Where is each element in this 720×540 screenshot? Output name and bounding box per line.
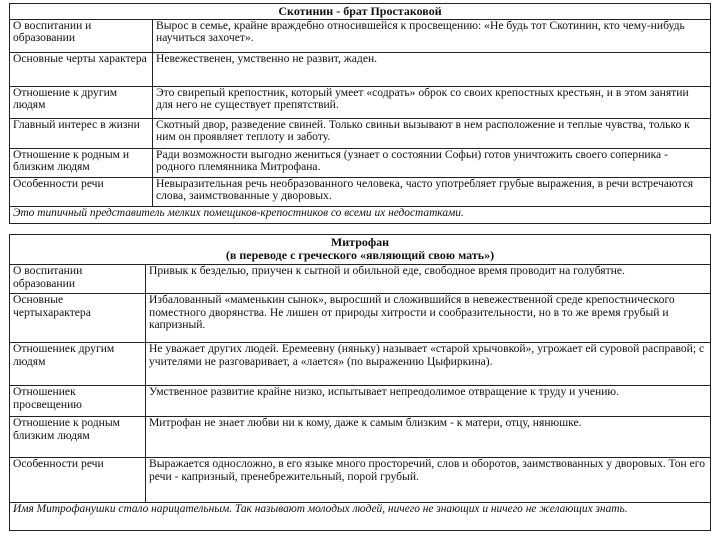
- row-label: О воспитании и образовании: [10, 19, 153, 52]
- row-label: Главный интерес в жизни: [10, 118, 153, 148]
- row-text: Невыразительная речь необразованного человека, часто употребляет грубые выражения, в речи встречаются слова, заимствованные у дворовых.: [153, 177, 711, 206]
- row-label: Отношение к родным близким людям: [10, 417, 146, 458]
- mitrofan-title-cell: [10, 235, 711, 265]
- mitrofan-table: [9, 234, 711, 531]
- row-text: Ради возможности выгодно жениться (узнает о состоянии Софьи) готов уничтожить своего соперника - родного племянника Митрофана.: [153, 148, 711, 177]
- skotinin-table: [9, 3, 711, 224]
- row-text: Избалованный «маменькин сынок», выросший и сложившийся в невежественной среде крепостнического поместного дворянства. Не лишен от природы хитрости и сообразительности, но в то же время грубый и капризный.: [146, 294, 711, 343]
- row-label: Отношение к родным и близким людям: [10, 148, 153, 177]
- row-label: Особенности речи: [10, 177, 153, 206]
- row-text: Выражается односложно, в его языке много просторечий, слов и оборотов, заимствованных у дворовых. Тон его речи - капризный, пренебрежительный, порой грубый.: [146, 458, 711, 503]
- row-text: Это свирепый крепостник, который умеет «содрать» оброк со своих крепостных крестьян, и в этом занятии для него не существует препятствий.: [153, 86, 711, 118]
- skotinin-title: Скотинин - брат Простаковой: [10, 4, 711, 20]
- row-label: Особенности речи: [10, 458, 146, 503]
- mitrofan-title: Митрофан: [330, 235, 390, 249]
- row-label: Отношениек просвещению: [10, 386, 146, 417]
- row-label: Отношение к другим людям: [10, 86, 153, 118]
- row-text: Умственное развитие крайне низко, испытывает непреодолимое отвращение к труду и учению.: [146, 386, 711, 417]
- row-text: Скотный двор, разведение свиней. Только свиньи вызывают в нем расположение и теплые чувства, только к ним он проявляет теплоту и заботу.: [153, 118, 711, 148]
- row-text: Привык к безделью, приучен к сытной и обильной еде, свободное время проводит на голубятне.: [146, 265, 711, 294]
- skotinin-note: Это типичный представитель мелких помещиков-крепостников со всеми их недостатками.: [10, 206, 711, 223]
- mitrofan-note: Имя Митрофанушки стало нарицательным. Так называют молодых людей, ничего не знающих и ничего не желающих знать.: [10, 503, 711, 531]
- row-text: Не уважает других людей. Еремеевну (няньку) называет «старой хрычовкой», угрожает ей суровой расправой; с учителями не разговаривает, а «лается» (по выражению Цыфиркина).: [146, 343, 711, 386]
- row-text: Вырос в семье, крайне враждебно относившейся к просвещению: «Не будь тот Скотинин, кто чему-нибудь научиться захочет».: [153, 19, 711, 52]
- row-label: О воспитании образовании: [10, 265, 146, 294]
- row-label: Отношениек другим людям: [10, 343, 146, 386]
- row-label: Основные чертыхарактера: [10, 294, 146, 343]
- row-text: Митрофан не знает любви ни к кому, даже к самым близким - к матери, отцу, нянюшке.: [146, 417, 711, 458]
- row-label: Основные черты характера: [10, 52, 153, 86]
- row-text: Невежественен, умственно не развит, жаден.: [153, 52, 711, 86]
- mitrofan-subtitle: (в переводе с греческого «являющий свою мать»): [225, 247, 495, 262]
